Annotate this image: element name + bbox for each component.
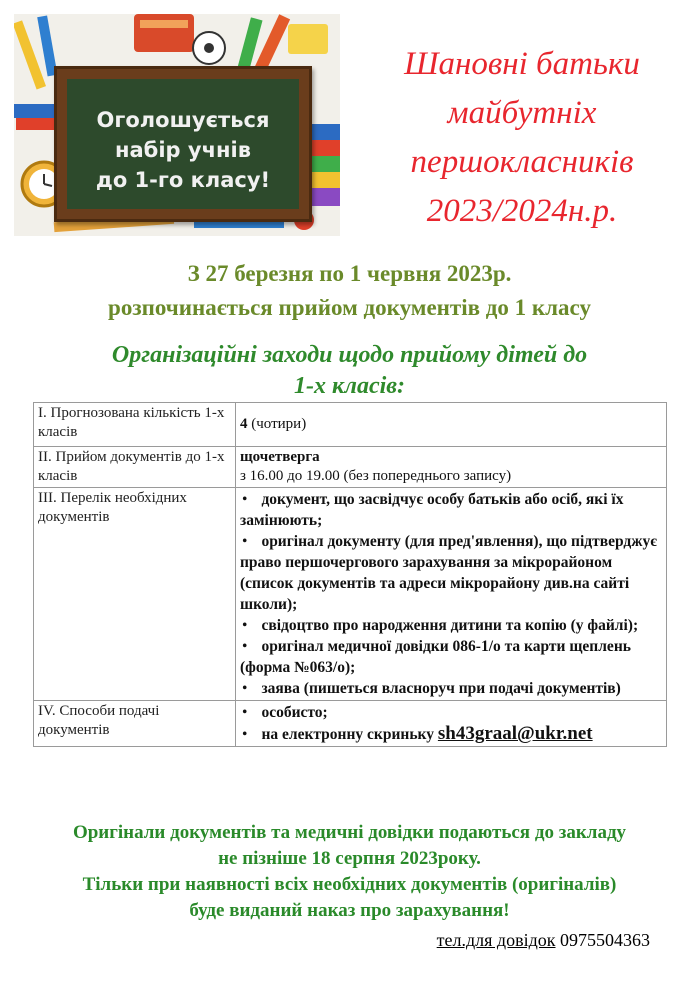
list-item: • документ, що засвідчує особу батьків або осіб, які їх замінюють; xyxy=(240,489,662,531)
method-in-person: особисто; xyxy=(261,704,328,721)
banner-illustration xyxy=(14,14,340,236)
method-email: на електронну скриньку xyxy=(261,726,434,743)
heading-line: першокласників xyxy=(410,144,634,180)
chalkboard-surface xyxy=(67,79,299,209)
row-label: ІІ. Прийом документів до 1-х класів xyxy=(34,447,236,488)
list-item: • свідоцтво про народження дитини та копію (у файлі); xyxy=(240,615,662,636)
heading-line: майбутніх xyxy=(447,95,597,131)
measures-heading xyxy=(0,340,699,402)
dates-line: розпочинається прийом документів до 1 класу xyxy=(108,295,591,320)
row-label: IV. Способи подачі документів xyxy=(34,701,236,747)
email-link[interactable]: sh43graal@ukr.net xyxy=(437,723,593,744)
list-item: • оригінал медичної довідки 086-1/о та карти щеплень (форма №063/о); xyxy=(240,636,662,678)
chalkboard xyxy=(54,66,312,222)
subheading-line: Організаційні заходи щодо прийому дітей до xyxy=(111,342,588,368)
submission-methods-list xyxy=(240,702,662,745)
reception-day: щочетверга xyxy=(240,449,320,465)
classes-count: 4 xyxy=(240,416,248,432)
row-value xyxy=(236,701,667,747)
list-item xyxy=(240,702,662,723)
reception-hours: з 16.00 до 19.00 (без попереднього запису) xyxy=(240,468,512,484)
row-value xyxy=(236,488,667,701)
admission-dates xyxy=(0,257,699,325)
table-row xyxy=(34,447,667,488)
contact-phone xyxy=(437,930,650,951)
phone-number[interactable]: 0975504363 xyxy=(560,930,650,950)
classes-count-words: (чотири) xyxy=(247,416,307,432)
list-item: • заява (пишеться власноруч при подачі документів) xyxy=(240,678,662,699)
list-item xyxy=(240,723,662,745)
heading-line: 2023/2024н.р. xyxy=(426,193,618,229)
greeting-heading xyxy=(352,40,692,236)
table-row xyxy=(34,701,667,747)
footer-line: Тільки при наявності всіх необхідних документів (оригіналів) xyxy=(82,874,617,895)
board-line: до 1-го класу! xyxy=(95,168,271,192)
list-item: • оригінал документу (для пред'явлення), що підтверджує право першочергового зарахування за мікрорайоном (список документів та адреси мікрорайону див.на сайті школи); xyxy=(240,531,662,615)
dates-line: З 27 березня по 1 червня 2023р. xyxy=(187,261,512,286)
heading-line: Шановні батьки xyxy=(404,46,640,82)
footer-line: буде виданий наказ про зарахування! xyxy=(189,900,510,921)
row-label: ІІІ. Перелік необхідних документів xyxy=(34,488,236,701)
row-value xyxy=(236,447,667,488)
footer-notice xyxy=(0,820,699,924)
board-line: Оголошується xyxy=(96,108,270,132)
table-row xyxy=(34,488,667,701)
phone-label: тел.для довідок xyxy=(436,930,556,950)
row-label: І. Прогнозована кількість 1-х класів xyxy=(34,403,236,447)
table-row xyxy=(34,403,667,447)
chalkboard-text xyxy=(67,105,299,195)
row-value xyxy=(236,403,667,447)
admission-info-table xyxy=(33,402,667,747)
footer-line: Оригінали документів та медичні довідки подаються до закладу xyxy=(72,822,627,843)
subheading-line: 1-х класів: xyxy=(294,373,405,399)
footer-line: не пізніше 18 серпня 2023року. xyxy=(218,848,481,869)
board-line: набір учнів xyxy=(115,138,251,162)
documents-list xyxy=(240,489,662,699)
